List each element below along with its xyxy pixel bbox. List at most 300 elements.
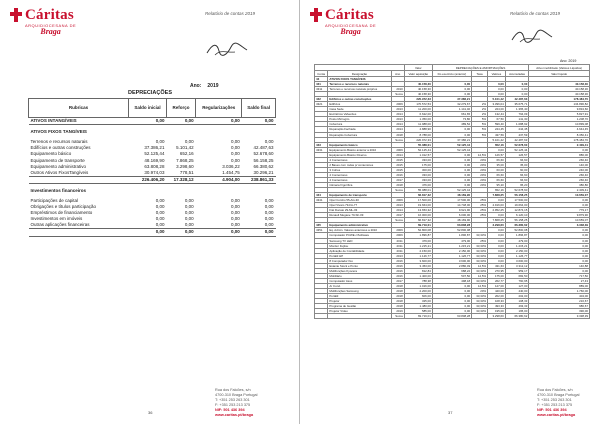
cell-value: 4331 xyxy=(315,147,328,152)
cell-value: 2014 xyxy=(391,152,404,157)
cell-value: 0,00 xyxy=(432,172,471,177)
cell-value: 0,00 xyxy=(432,162,471,167)
cell-value: 66.380,62 xyxy=(505,314,529,319)
cell-value: 3.453,00 xyxy=(404,263,432,268)
cell-value: 0,00 xyxy=(432,167,471,172)
item-designation: Edifícios e outras construções xyxy=(328,97,391,102)
item-designation: Opel Combo 55-AG-30 xyxy=(328,198,391,203)
cell-value: 0,00 xyxy=(231,222,240,228)
column-header: Conta xyxy=(315,71,328,77)
table-row xyxy=(315,314,590,319)
cell-value: 63.808,28 xyxy=(432,223,471,228)
cell-value: 33,33% xyxy=(472,253,488,258)
column-header: Valores xyxy=(488,71,506,77)
cell-value: 788,38 xyxy=(404,278,432,283)
cell-value: 37.386,21 xyxy=(432,137,471,142)
cell-value: 404,00 xyxy=(529,294,590,299)
cell-value: 67,50 xyxy=(488,117,506,122)
cell-value: 52.678,60 xyxy=(505,142,529,147)
cell-value: 43 xyxy=(315,77,328,82)
cell-value: 0,00 xyxy=(529,147,590,152)
cell-value: 220.972,33 xyxy=(404,97,432,102)
cell-value: 37.386,21 xyxy=(144,145,165,151)
cell-value: 175,00 xyxy=(404,162,432,167)
cell-value: 380,80 xyxy=(529,182,590,187)
cell-value: 1.012,57 xyxy=(404,152,432,157)
cell-value: 141,30 xyxy=(505,117,529,122)
net-value-group-header: Ativo imobilizado (Valores Líquidos) xyxy=(529,65,590,71)
cell-value: 3.600,00 xyxy=(505,258,529,263)
cell-value: 2% xyxy=(472,107,488,112)
cell-value: 2.150,00 xyxy=(432,248,471,253)
cell-value: 48.169,90 xyxy=(432,193,471,198)
cell-value: 0,00 xyxy=(231,210,240,216)
cell-value: 25% xyxy=(472,198,488,203)
cell-value: 240,00 xyxy=(529,167,590,172)
cell-value: 3.298,60 xyxy=(488,223,506,228)
cell-value: 69.719,01 xyxy=(404,223,432,228)
cell-value: 2011 xyxy=(391,243,404,248)
cell-value: 0,00 xyxy=(184,216,194,222)
cell-value: 8.788,00 xyxy=(404,132,432,137)
cell-value: 300,00 xyxy=(404,167,432,172)
cell-value: 585,00 xyxy=(404,309,432,314)
cell-value: 8.350,41 xyxy=(529,132,590,137)
cell-value: 0,00 xyxy=(488,238,506,243)
cell-value: 390,00 xyxy=(529,309,590,314)
cell-value: 0,00 xyxy=(184,222,194,228)
item-designation: Equipamento básico xyxy=(328,142,391,147)
row-label: Edifícios e outras construções xyxy=(30,145,91,151)
cell-value: 4321 xyxy=(315,102,328,107)
cell-value: 12,5% xyxy=(472,273,488,278)
cell-value: 3.298,60 xyxy=(176,163,194,169)
cell-value: 0,00 xyxy=(231,204,240,210)
column-header: Designação xyxy=(328,71,391,77)
cell-value: 9.921,90 xyxy=(432,208,471,213)
cell-value: 0,00 xyxy=(488,228,506,233)
cell-value: 0,00 xyxy=(432,132,471,137)
cell-value: 0,00 xyxy=(529,258,590,263)
cell-value: 1.016,00 xyxy=(404,283,432,288)
cell-value: 35,00 xyxy=(505,162,529,167)
cell-value: 3.036,22 xyxy=(222,163,240,169)
cell-value: 10.659,07 xyxy=(529,193,590,198)
cell-value: 33,33% xyxy=(472,248,488,253)
cell-value: 238.861,33 xyxy=(242,176,276,183)
cell-value: 2019 xyxy=(391,309,404,314)
cell-value: 140,00 xyxy=(529,162,590,167)
item-designation: Equipamento administrativo xyxy=(328,223,391,228)
cell-value: 108,33 xyxy=(505,299,529,304)
cell-value: 216,67 xyxy=(529,299,590,304)
cell-value: Soma xyxy=(391,92,404,97)
cell-value: 55.088,01 xyxy=(404,142,432,147)
cell-value: 52.125,44 xyxy=(432,188,471,193)
cell-value: 0,00 xyxy=(488,87,506,92)
column-header: Ano xyxy=(391,71,404,77)
cell-value: 2.200,00 xyxy=(404,288,432,293)
cell-value: 5% xyxy=(472,117,488,122)
cell-value: 0,00 xyxy=(505,87,529,92)
cell-value: 2016 xyxy=(391,273,404,278)
cell-value: 0,00 xyxy=(166,118,195,125)
cell-value: 1.215,21 xyxy=(404,243,432,248)
cell-value: 325,00 xyxy=(404,299,432,304)
cell-value: 2017 xyxy=(391,213,404,218)
cell-value: 178.484,70 xyxy=(529,97,590,102)
cell-value: 3.396,04 xyxy=(488,102,506,107)
cell-value: 33,33% xyxy=(472,309,488,314)
cell-value: 40.158,30 xyxy=(529,92,590,97)
cell-value: 220.972,33 xyxy=(404,137,432,142)
item-designation: Computador PCWE c/Software xyxy=(328,233,391,238)
cell-value: 0,00 xyxy=(129,229,167,236)
cell-value: 760,95 xyxy=(505,278,529,283)
cell-value: 4.904,00 xyxy=(196,176,242,183)
cell-value: 12.874,15 xyxy=(505,208,529,213)
cell-value: 0,00 xyxy=(129,118,167,125)
cell-value: 2.409,41 xyxy=(529,142,590,147)
row-label: Investimentos financeiros xyxy=(30,187,87,193)
cell-value: 0,00 xyxy=(529,198,590,203)
cell-value: 2009 xyxy=(391,228,404,233)
row-label: Outros Ativos FixosTangíveis xyxy=(30,169,89,175)
cell-value: 432 xyxy=(315,97,328,102)
cell-value: 3.338,39 xyxy=(529,223,590,228)
cell-value: 126,57 xyxy=(488,152,506,157)
cell-value: 20% xyxy=(472,172,488,177)
cell-value: 0,00 xyxy=(529,253,590,258)
item-designation: Terrenos e recursos naturais próprios xyxy=(328,87,391,92)
cell-value: 794,09 xyxy=(505,112,529,117)
cell-value: 6.622,00 xyxy=(404,112,432,117)
cell-value: 2% xyxy=(472,112,488,117)
cell-value: 0,00 xyxy=(505,92,529,97)
item-designation: Eq. Admin. Valores anteriores a 2010 xyxy=(328,228,391,233)
cell-value: 1.350,00 xyxy=(404,117,432,122)
cell-value: 52.800,08 xyxy=(432,228,471,233)
cell-value: 25% xyxy=(472,208,488,213)
website-link[interactable]: www.caritas.pt/braga xyxy=(215,413,254,417)
cell-value: 0,00 xyxy=(196,229,242,236)
cell-value: 4311 xyxy=(315,87,328,92)
cell-value: 1.454,75 xyxy=(222,169,240,175)
cell-value: 0,00 xyxy=(184,197,194,203)
cell-value: 479,00 xyxy=(432,238,471,243)
cell-value: 20% xyxy=(472,182,488,187)
cell-value: 0,00 xyxy=(432,294,471,299)
item-designation: Fiat Ducato 29-ML-03 xyxy=(328,208,391,213)
caritas-logo: Cáritas ARQUIDIOCESANA DE Braga xyxy=(310,8,376,36)
cell-value: 959,17 xyxy=(505,268,529,273)
cell-value: 66,60 xyxy=(488,172,506,177)
cell-value: 333,00 xyxy=(404,172,432,177)
cell-value: 0,00 xyxy=(231,216,240,222)
cell-value: 0,00 xyxy=(505,82,529,87)
cell-value: 498,18 xyxy=(432,278,471,283)
cell-value: 0,00 xyxy=(488,258,506,263)
item-designation: Equipamento Básico anterior a 2010 xyxy=(328,147,391,152)
cell-value: 66,60 xyxy=(505,177,529,182)
row-label: ATIVOS FIXOS TANGÍVEIS xyxy=(30,129,87,135)
cell-value: 0,00 xyxy=(155,210,165,216)
item-designation: Programa de Gestão xyxy=(328,304,391,309)
cell-value: 4.644,45 xyxy=(529,127,590,132)
row-label xyxy=(29,176,129,183)
cell-value: 0,00 xyxy=(184,210,194,216)
cell-value: 20% xyxy=(472,167,488,172)
item-designation: Projetor xyxy=(328,299,391,304)
cell-value: 0,00 xyxy=(231,139,240,145)
cell-value: 5% xyxy=(472,132,488,137)
cell-value: 2013 xyxy=(391,107,404,112)
cell-value: 20% xyxy=(472,157,488,162)
cell-value: 134.896,82 xyxy=(529,102,590,107)
cell-value: 2018 xyxy=(391,294,404,299)
cell-value: 0,00 xyxy=(432,157,471,162)
report-tag: Relatório de contas 2019 xyxy=(510,11,561,16)
table-row xyxy=(29,151,276,157)
cell-value: 2017 xyxy=(391,278,404,283)
item-designation: 4 Contentores xyxy=(328,157,391,162)
cell-value: 606,00 xyxy=(404,294,432,299)
cell-value: Soma xyxy=(391,188,404,193)
row-label: Equipamento básico xyxy=(30,151,72,157)
cell-value: 266,40 xyxy=(529,177,590,182)
address-block: Rua dos Falcões, s/n 4700-310 Braga Portugal T: +351 253 263 301 F: +351 253 213 375 NIF: 501 436 394 www.caritas.pt/braga xyxy=(215,388,258,417)
cell-value: 0,00 xyxy=(264,139,274,145)
table-row xyxy=(29,222,276,229)
cell-value: 40.158,30 xyxy=(404,82,432,87)
cell-value: 20% xyxy=(472,177,488,182)
cell-value: 0,00 xyxy=(231,151,240,157)
cell-value: 0,00 xyxy=(155,139,165,145)
cell-value: 40.158,30 xyxy=(529,82,590,87)
cell-value: 25% xyxy=(472,238,488,243)
cell-value: 1.215,21 xyxy=(505,243,529,248)
cell-value: 0,00 xyxy=(155,216,165,222)
cell-value: 5% xyxy=(472,122,488,127)
cell-value: 0,00 xyxy=(155,197,165,203)
cell-value: 0,00 xyxy=(264,210,274,216)
row-label: Investimentos em imóveis xyxy=(30,216,83,222)
cell-value: 0,00 xyxy=(529,248,590,253)
cell-value: 440,00 xyxy=(488,288,506,293)
cell-value: 0,00 xyxy=(231,157,240,163)
cell-value: 0,00 xyxy=(432,152,471,157)
cell-value: 479,00 xyxy=(505,238,529,243)
cell-value: 9.834,60 xyxy=(529,107,590,112)
cell-value: 2018 xyxy=(391,288,404,293)
row-label: Empréstimos de financiamento xyxy=(30,210,93,216)
item-designation: Aplicação de Contabilidade xyxy=(328,248,391,253)
item-designation: Opel Vivaro 79-FA-77 xyxy=(328,203,391,208)
cell-value: Soma xyxy=(391,137,404,142)
table-row xyxy=(29,157,276,163)
year-field: Ano: 2019 xyxy=(190,83,219,89)
website-link[interactable]: www.caritas.pt/braga xyxy=(537,413,576,417)
cell-value: 0,00 xyxy=(432,309,471,314)
cell-value: 17.500,00 xyxy=(404,198,432,203)
cell-value: 434 xyxy=(315,193,328,198)
cell-value: 66,60 xyxy=(488,177,506,182)
cell-value: 170.572,53 xyxy=(404,102,432,107)
cell-value: 0,00 xyxy=(231,197,240,203)
cell-value: 661,65 xyxy=(432,112,471,117)
cell-value: 2.150,00 xyxy=(505,248,529,253)
cell-value: 52.800,08 xyxy=(505,228,529,233)
address-block: Rua dos Falcões, s/n 4700-310 Braga Portugal T: +351 253 263 301 F: +351 253 213 375 NIF: 501 436 394 www.caritas.pt/braga xyxy=(537,388,580,417)
cell-value: 2015 xyxy=(391,167,404,172)
cell-value: 0,00 xyxy=(488,147,506,152)
cell-value: 2015 xyxy=(391,162,404,167)
column-header: Valor líquido xyxy=(529,71,590,77)
cell-value: 20% xyxy=(472,288,488,293)
cell-value: 440,00 xyxy=(505,288,529,293)
cell-value: 333,00 xyxy=(404,177,432,182)
cell-value: 0,00 xyxy=(242,229,276,236)
cross-icon xyxy=(10,8,22,22)
cell-value: 10.899,08 xyxy=(529,122,590,127)
cell-value: 0,00 xyxy=(529,243,590,248)
cell-value: 52.125,44 xyxy=(404,147,432,152)
row-label: Equipamento de transporte xyxy=(30,157,85,163)
cell-value: 2009 xyxy=(391,233,404,238)
cell-value: 1.760,00 xyxy=(529,288,590,293)
cell-value: 175,00 xyxy=(488,273,506,278)
item-designation: Reparação Fachada xyxy=(328,127,391,132)
cell-value: 35,00 xyxy=(488,162,506,167)
cell-value: 431,63 xyxy=(488,263,506,268)
cell-value: 16.000,00 xyxy=(404,213,432,218)
cell-value: 493,33 xyxy=(505,304,529,309)
cell-value: 0,00 xyxy=(166,229,195,236)
cell-value: 1.126,77 xyxy=(404,253,432,258)
cell-value: 2014 xyxy=(391,122,404,127)
column-header: Saldo final xyxy=(242,99,276,118)
row-label: Obrigações e títulos participação xyxy=(30,204,97,210)
cell-value: 69.719,01 xyxy=(404,314,432,319)
cell-value: 270,95 xyxy=(488,268,506,273)
cell-value: 10.659,07 xyxy=(529,218,590,223)
report-tag: Relatório de contas 2019 xyxy=(205,11,256,16)
cell-value: 0,00 xyxy=(488,243,506,248)
cell-value: 6.000,00 xyxy=(432,213,471,218)
page-number: 37 xyxy=(448,410,453,415)
signature-icon xyxy=(205,41,249,57)
cell-value: 779,17 xyxy=(529,208,590,213)
cell-value: 0,00 xyxy=(488,92,506,97)
cell-value: 195,00 xyxy=(505,309,529,314)
cell-value: 2018 xyxy=(391,299,404,304)
cell-value: 52.678,60 xyxy=(505,188,529,193)
cell-value: 178.484,70 xyxy=(529,137,590,142)
cell-value: 35.675,71 xyxy=(505,102,529,107)
item-designation: 4 Contentores xyxy=(328,177,391,182)
cell-value: 5.101,42 xyxy=(488,97,506,102)
cell-value: 2018 xyxy=(391,182,404,187)
cell-value xyxy=(472,314,488,319)
cell-value: 717,50 xyxy=(529,273,590,278)
year-field: Ano: 2019 xyxy=(560,59,577,63)
value-group-header: Valor xyxy=(404,65,432,71)
cell-value: 132,44 xyxy=(488,112,506,117)
cell-value: 52.125,44 xyxy=(505,147,529,152)
cell-value: 0,00 xyxy=(488,248,506,253)
item-designation: Equipamento Básico Diverso xyxy=(328,152,391,157)
row-label: Equipamento administrativo xyxy=(30,163,87,169)
caritas-logo: Cáritas ARQUIDIOCESANA DE Braga xyxy=(10,8,76,36)
cell-value: 437,59 xyxy=(505,132,529,137)
cell-value: 266,40 xyxy=(529,157,590,162)
cell-value: 2.952,25 xyxy=(488,208,506,213)
cell-value: 11.988,00 xyxy=(404,122,432,127)
cell-value: 40.158,30 xyxy=(404,87,432,92)
cell-value: 0,00 xyxy=(488,213,506,218)
cell-value: 30.296,21 xyxy=(253,169,274,175)
column-header: Taxa xyxy=(472,71,488,77)
cell-value: 493,33 xyxy=(488,304,506,309)
cell-value: 52.125,44 xyxy=(144,151,165,157)
cell-value: 66.380,62 xyxy=(505,223,529,228)
item-designation: Edifícios xyxy=(328,102,391,107)
item-designation: 4 Contentores xyxy=(328,172,391,177)
cell-value: 688,22 xyxy=(432,268,471,273)
cell-value: 2009 xyxy=(391,102,404,107)
cell-value: 2010 xyxy=(391,87,404,92)
cell-value: 0,00 xyxy=(196,118,242,125)
item-designation: Estante Stock e Ponto xyxy=(328,263,391,268)
cell-value: 652,16 xyxy=(179,151,194,157)
cell-value: 42.487,63 xyxy=(253,145,274,151)
item-designation: Cobertura xyxy=(328,122,391,127)
cell-value: 886,00 xyxy=(529,152,590,157)
cell-value: 48.169,90 xyxy=(144,157,165,163)
cell-value: 9.879,90 xyxy=(529,213,590,218)
row-label xyxy=(29,229,129,236)
cell-value: 33,33% xyxy=(472,299,488,304)
cell-value: 1.208,70 xyxy=(529,117,590,122)
cell-value: 2009 xyxy=(391,147,404,152)
column-header: Rubricas xyxy=(29,99,129,118)
cell-value: 32.279,67 xyxy=(432,102,471,107)
cell-value: 1.141,40 xyxy=(432,107,471,112)
cell-value: 48.169,90 xyxy=(432,218,471,223)
cell-value: 202,00 xyxy=(488,294,506,299)
cell-value: 266,40 xyxy=(529,172,590,177)
cell-value: 682,50 xyxy=(505,273,529,278)
cell-value: 224,00 xyxy=(488,107,506,112)
cell-value: 33,33% xyxy=(472,278,488,283)
cell-value: 479,00 xyxy=(404,238,432,243)
cell-value: 2013 xyxy=(391,253,404,258)
cell-value: 2.880,49 xyxy=(432,263,471,268)
cell-value: 0,00 xyxy=(529,203,590,208)
cell-value: 73,80 xyxy=(432,117,471,122)
cell-value: 2016 xyxy=(391,268,404,273)
cell-value: 66.817,32 xyxy=(404,218,432,223)
row-label: Participações de capital xyxy=(30,197,79,203)
cell-value: 4351 xyxy=(315,228,328,233)
cell-value: 244,45 xyxy=(505,127,529,132)
cell-value: 60,00 xyxy=(505,167,529,172)
cell-value: 5.827,91 xyxy=(529,112,590,117)
item-designation xyxy=(328,314,391,319)
cell-value: 42.487,63 xyxy=(505,97,529,102)
cell-value: 2018 xyxy=(391,132,404,137)
cell-value: 0,00 xyxy=(184,204,194,210)
